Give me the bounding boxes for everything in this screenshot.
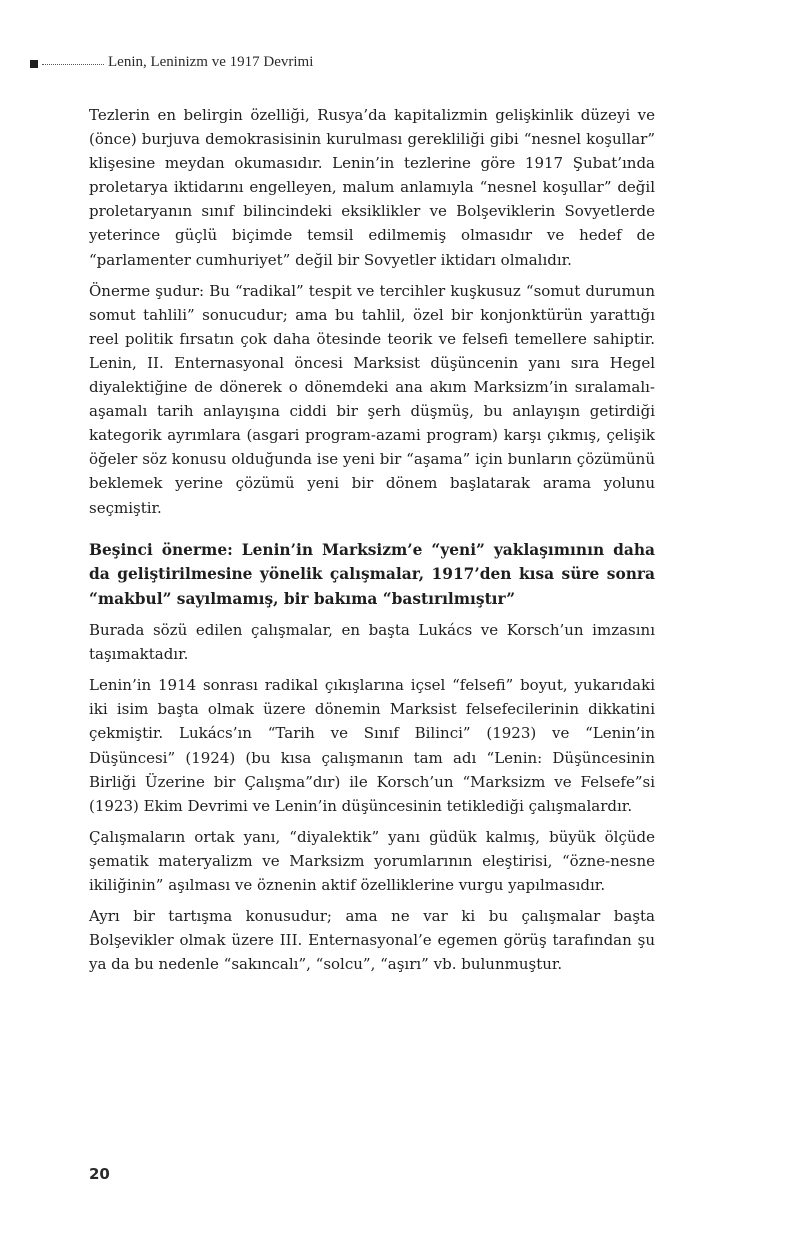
header-dotted-rule [42, 64, 104, 65]
paragraph: Çalışmaların ortak yanı, “diyalektik” yanı güdük kalmış, büyük ölçüde şematik materyalizm ve Marksizm yorumlarının eleştirisi, “özne-nesne ikiliğinin” aşılması ve öznenin aktif özelliklerine vurgu yapılmasıdır. [89, 827, 655, 895]
paragraph: Tezlerin en belirgin özelliği, Rusya’da kapitalizmin gelişkinlik düzeyi ve (önce) burjuva demokrasisinin kurulması gerekliliği gibi “nesnel koşullar” klişesine meydan okumasıdır. Lenin’in tezlerine göre 1917 Şubat’ında proletarya iktidarını engelleyen, malum anlamıyla “nesnel koşullar” değil proletaryanın sınıf bilincindeki eksiklikler ve Bolşeviklerin Sovyetlerde yeterince güçlü biçimde temsil edilmemiş olmasıdır ve hedef de “parlamenter cumhuriyet” değil bir Sovyetler iktidarı olmalıdır. [89, 106, 655, 269]
page-number: 20 [89, 1165, 110, 1183]
body-text [89, 103, 655, 983]
paragraph: Ayrı bir tartışma konusudur; ama ne var ki bu çalışmalar başta Bolşevikler olmak üzere III. Enternasyonal’e egemen görüş tarafından şu ya da bu nedenle “sakıncalı”, “solcu”, “aşırı” vb. bulunmuştur. [89, 907, 655, 974]
paragraph: Önerme şudur: Bu “radikal” tespit ve tercihler kuşkusuz “somut durumun somut tahlili” sonucudur; ama bu tahlil, özel bir konjonktürün yarattığı reel politik fırsatın çok daha ötesinde teorik ve felsefi temellere sahiptir. Lenin, II. Enternasyonal öncesi Marksist düşüncenin yanı sıra Hegel diyalektiğine de dönerek o dönemdeki ana akım Marksizm’in sıralamalı-aşamalı tarih anlayışına ciddi bir şerh düşmüş, bu anlayışın getirdiği kategorik ayrımlara (asgari program-azami program) karşı çıkmış, çelişik öğeler söz konusu olduğunda ise yeni bir “aşama” için bunların çözümünü beklemek yerine çözümü yeni bir dönem başlatarak arama yolunu seçmiştir. [89, 281, 655, 517]
paragraph: Burada sözü edilen çalışmalar, en başta Lukács ve Korsch’un imzasını taşımaktadır. [89, 621, 655, 664]
section-heading: Beşinci önerme: Lenin’in Marksizm’e “yeni” yaklaşımının daha da geliştirilmesine yönelik çalışmalar, 1917’den kısa süre sonra “makbul” sayılmamış, bir bakıma “bastırılmıştır” [89, 540, 655, 608]
header-square-mark [30, 60, 38, 68]
running-header [30, 53, 313, 71]
paragraph: Lenin’in 1914 sonrası radikal çıkışlarına içsel “felsefi” boyut, yukarıdaki iki isim başta olmak üzere dönemin Marksist felsefecilerinin dikkatini çekmiştir. Lukács’ın “Tarih ve Sınıf Bilinci” (1923) ve “Lenin’in Düşüncesi” (1924) (bu kısa çalışmanın tam adı “Lenin: Düşüncesinin Birliği Üzerine bir Çalışma”dır) ile Korsch’un “Marksizm ve Felsefe”si (1923) Ekim Devrimi ve Lenin’in düşüncesinin tetiklediği çalışmalardır. [89, 676, 655, 815]
running-title: Lenin, Leninizm ve 1917 Devrimi [108, 54, 314, 70]
